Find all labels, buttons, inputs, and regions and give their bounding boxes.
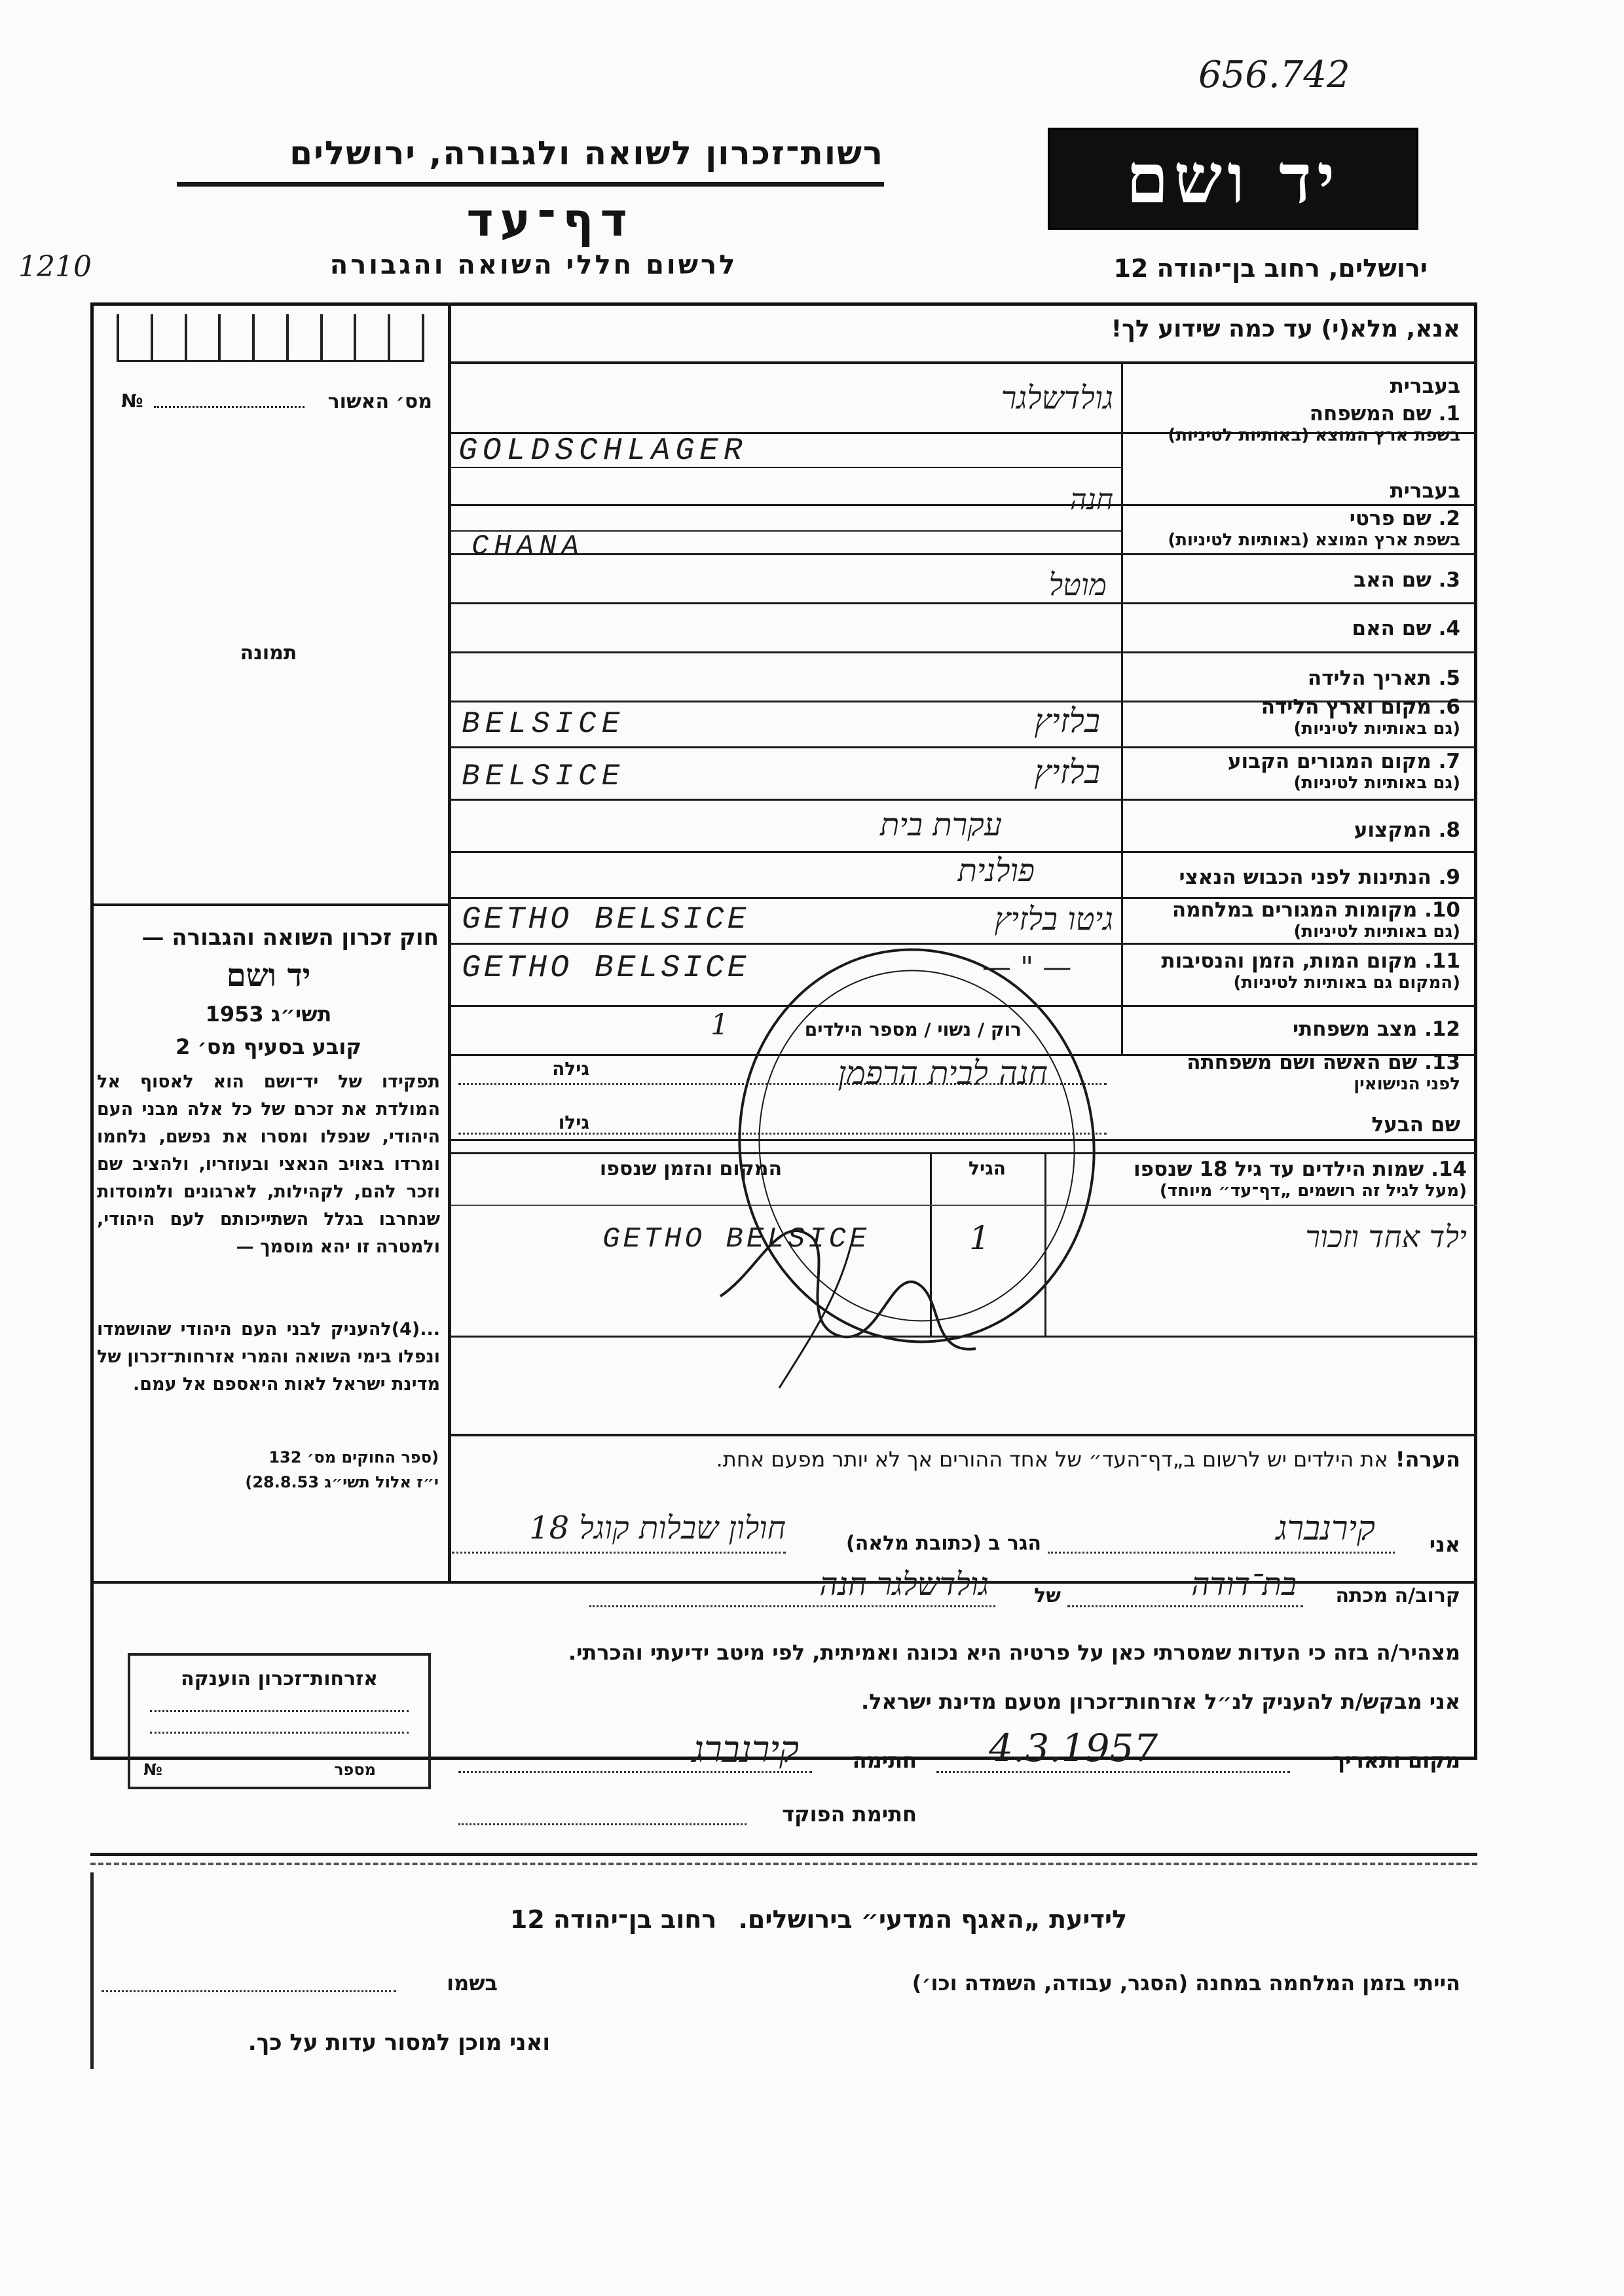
row-rule [451, 1434, 1477, 1436]
camp-line: הייתי בזמן המלחמה במחנה (הסגר, עבודה, השמדה וכו׳) [912, 1971, 1460, 1995]
approval-label: מס׳ האשור [327, 390, 432, 413]
field-10-number: 10. [1424, 898, 1460, 922]
tick [151, 314, 153, 360]
tear-line [90, 1863, 1477, 1865]
field-13-number: 13. [1424, 1051, 1460, 1074]
law-ref-1: (ספר החוקים מס׳ 132 [268, 1448, 439, 1467]
field-11-number: 11. [1424, 949, 1460, 973]
field-7-value-hebrew: בלזיץ [1034, 753, 1100, 791]
field-4-label [1126, 617, 1460, 640]
official-stamp [681, 930, 1139, 1401]
field-3-number: 3. [1438, 568, 1460, 592]
authority-name: רשות־זכרון לשואה ולגבורה, ירושלים [289, 134, 884, 172]
field-12-number: 12. [1424, 1017, 1460, 1041]
field-6-value-hebrew: בלזיץ [1034, 702, 1100, 740]
relation-of: של [1034, 1584, 1061, 1607]
archive-number: 656.742 [1198, 54, 1350, 96]
husband-age-label: גילו [558, 1112, 589, 1133]
field-5-label-text: תאריך הלידה [1307, 666, 1431, 690]
officer-signature-label: חתימת הפוקד [782, 1802, 917, 1827]
child-place: GETHO BELSICE [602, 1223, 870, 1256]
note-text: את הילדים יש לרשום ב„דף־העד״ של אחד ההורים אך לא יותר מפעם אחת. [716, 1447, 1388, 1472]
field-6-value-latin: BELSICE [462, 707, 625, 741]
form-subtitle: לרשום חללי השואה והגבורה [329, 250, 738, 280]
frame-bottom [90, 1853, 1477, 1856]
field-11-label [1126, 949, 1460, 993]
intro-rule [451, 361, 1477, 364]
field-7-number: 7. [1438, 750, 1460, 773]
tick [117, 314, 119, 360]
camp-name-line [101, 1990, 396, 1992]
signature-label: חתימה [852, 1748, 917, 1773]
field-3-value: מוטל [1048, 567, 1107, 602]
field-13-value: חנה לבית הרפמן [838, 1054, 1048, 1092]
field-13-sub-label: לפני הנישואין [1354, 1074, 1460, 1094]
approval-line [154, 406, 304, 408]
field-10-sub-label: (גם באותיות לטיניות) [1293, 922, 1460, 941]
declarant-ani: אני [1429, 1532, 1460, 1557]
tick [218, 314, 221, 360]
camp-name-label: בשמו [447, 1971, 498, 1995]
field-1-value-latin: GOLDSCHLAGER [458, 433, 748, 469]
form-title: דף־עד [466, 193, 634, 247]
field-2-number: 2. [1438, 507, 1460, 530]
header-rule [177, 182, 884, 187]
yad-vashem-logo [1048, 128, 1418, 230]
husband-label-text: שם הבעל [1371, 1113, 1460, 1137]
tick [252, 314, 255, 360]
field-1-value-hebrew: גולדשלגר [1001, 380, 1113, 416]
field-5-label [1126, 666, 1460, 690]
field-2-sub-label: בשפת ארץ המוצא (באותיות לטיניות) [1168, 530, 1460, 550]
field-10-label-text: מקומות המגורים במלחמה [1172, 898, 1418, 922]
field-9-label [1126, 866, 1460, 889]
law-year: תשי״ג 1953 [205, 1002, 332, 1027]
field-2-sub-right: בעברית [1390, 479, 1460, 503]
field-11-sub-label: (המקום גם באותיות לטיניות) [1233, 973, 1460, 993]
field-1-number: 1. [1438, 402, 1460, 426]
law-title: חוק זכרון השואה והגבורה — [141, 924, 439, 951]
citizenship-line [150, 1710, 409, 1712]
field-8-label [1126, 818, 1460, 842]
relation-line [1067, 1605, 1303, 1607]
children-col-age: הגיל [969, 1157, 1006, 1179]
tick [354, 314, 356, 360]
citizenship-box-no: № [143, 1760, 162, 1779]
field-4-number: 4. [1438, 617, 1460, 640]
field-13-age-label: גילה [552, 1058, 589, 1080]
law-section: קובע בסעיף מס׳ 2 [175, 1034, 361, 1059]
field-1-sub-label: בשפת ארץ המוצא (באותיות לטיניות) [1168, 426, 1460, 445]
row-rule [451, 602, 1477, 604]
field-13-label [1126, 1051, 1460, 1094]
row-rule [451, 651, 1477, 653]
field-10-value-latin: GETHO BELSICE [462, 902, 750, 938]
field-2-value-hebrew: חנה [1069, 483, 1113, 517]
approval-ticks [117, 314, 424, 362]
tick [388, 314, 390, 360]
field-12-label [1126, 1017, 1460, 1041]
children-label: שמות הילדים עד גיל 18 שנספו [1134, 1157, 1424, 1181]
testify-text: ואני מוכן למסור עדות על כך. [248, 2030, 550, 2056]
field-9-label-text: הנתינות לפני הכבוש הנאצי [1179, 866, 1431, 889]
field-3-label-text: שם האב [1354, 568, 1431, 592]
field-9-value: פולנית [957, 852, 1035, 889]
signature-scribble-icon [720, 1231, 976, 1349]
ink-stroke-icon [779, 1244, 851, 1388]
tick [320, 314, 323, 360]
field-7-label [1126, 750, 1460, 793]
stamp-ring [714, 930, 1119, 1365]
field-10-label [1126, 898, 1460, 941]
law-text: תפקידו של יד־ושם הוא לאסוף אל המולדת את זכרם של כל אלה מבני העם היהודי, שנפלו ומסרו את נפשם, נלחמו ומרדו באויב הנאצי ובעוזריו, ולהציב שם וזכר להם, לקהילות, לארגונים ולמוסדות שנחרבו בגלל השתייכותם לעם היהודי, ולמטרה זו יהא מוסמך — [97, 1072, 440, 1257]
field-12-label-text: מצב משפחתי [1292, 1017, 1418, 1041]
declarant-resides-label: הגר ב (כתובת מלאה) [845, 1532, 1041, 1555]
declarant-name-line [1048, 1552, 1395, 1554]
note-label: הערה! [1395, 1447, 1460, 1472]
field-9-number: 9. [1438, 866, 1460, 889]
footer-address: רחוב בן־יהודה 12 [509, 1905, 717, 1934]
citizenship-box [128, 1653, 431, 1789]
citizenship-box-title: אזרחות־זכרון הוענקה [180, 1667, 378, 1690]
field-2-label-text: שם פרטי [1349, 507, 1431, 530]
field-1-label [1126, 374, 1460, 445]
declaration-date: 4.3.1957 [989, 1726, 1158, 1770]
signature-line [458, 1771, 812, 1773]
field-12-children-count: 1 [710, 1008, 729, 1042]
declaration-text: מצהיר/ה בזה כי העדות שמסרתי כאן על פרטיה היא נכונה ואמיתית, לפי מיטב ידיעתי והכרתי. [568, 1640, 1460, 1665]
field-10-value-hebrew: גיטו בלזיץ [994, 901, 1113, 938]
field-8-label-text: המקצוע [1354, 818, 1431, 842]
tick-row [117, 314, 424, 360]
field-11-label-text: מקום המות, הזמן והנסיבות [1161, 949, 1418, 973]
field-7-value-latin: BELSICE [462, 759, 625, 793]
field-1-sub-right: בעברית [1390, 374, 1460, 398]
field-5-number: 5. [1438, 666, 1460, 690]
officer-line [458, 1823, 747, 1825]
of-value: גולדשלגר חנה [819, 1566, 989, 1603]
tick [185, 314, 187, 360]
field-11-value-hebrew: — " — [982, 951, 1072, 984]
note-row [458, 1447, 1460, 1472]
logo-text: יד ושם [1126, 138, 1340, 219]
date-line [936, 1771, 1290, 1773]
of-line [589, 1605, 995, 1607]
approval-no: № [121, 390, 143, 412]
citizenship-line [150, 1732, 409, 1734]
children-number: 14. [1431, 1157, 1467, 1181]
field-6-number: 6. [1438, 695, 1460, 719]
field-7-label-text: מקום המגורים הקבוע [1227, 750, 1431, 773]
law-ref-2: י״ז אלול תשי״ג 28.8.53) [245, 1473, 439, 1491]
place-date-label: מקום ותאריך [1333, 1748, 1460, 1773]
children-col-place: המקום והזמן שנספו [599, 1157, 783, 1180]
field-3-label [1126, 568, 1460, 592]
footer-header [393, 1905, 1244, 1934]
tick [286, 314, 289, 360]
field-6-sub-label: (גם באותיות לטיניות) [1293, 719, 1460, 738]
citizenship-box-number: מספר [334, 1760, 376, 1779]
request-text: אני מבקש/ת להעניק לנ״ל אזרחות־זכרון מטעם מדינת ישראל. [861, 1689, 1460, 1714]
declarant-name: קירנברג [1276, 1509, 1375, 1548]
row-rule [451, 746, 1477, 748]
field-1-label-text: שם המשפחה [1309, 402, 1431, 426]
photo-box-rule [94, 903, 448, 906]
law-name: יד ושם [226, 957, 311, 994]
law-text-2: ...(4)להעניק לבני העם היהודי שהושמדו ונפלו בימי השואה והמרי אזרחות־זכרון של מדינת ישראל לאות היאספם אל עמם. [97, 1319, 440, 1394]
row-rule [451, 799, 1477, 801]
tick [422, 314, 424, 360]
field-6-label [1126, 695, 1460, 738]
row-rule [451, 553, 1477, 555]
footer-title: לידיעת „האגף המדעי״ בירושלים. [738, 1905, 1128, 1934]
photo-label: תמונה [240, 642, 297, 665]
child-age: 1 [969, 1219, 990, 1257]
children-sub-label: (מעל לגיל זה רושמים „דף־עד״ מיוחד) [1159, 1181, 1467, 1201]
field-6-label-text: מקום וארץ הלידה [1261, 695, 1431, 719]
relation-label: קרוב/ה מכתה [1335, 1584, 1460, 1607]
header-address: ירושלים, רחוב בן־יהודה 12 [1113, 254, 1428, 283]
field-2-value-latin: CHANA [471, 530, 585, 563]
relation-value: בת־דודה [1191, 1566, 1297, 1603]
margin-note: 1210 [18, 250, 92, 283]
field-11-value-latin: GETHO BELSICE [462, 951, 750, 986]
field-8-value: עקרת בית [880, 807, 1002, 843]
husband-label [1126, 1113, 1460, 1137]
field-2-label [1126, 479, 1460, 550]
declarant-address: חולון שבלות קוגל 18 [529, 1510, 786, 1546]
child-name: ילד אחד וזכור [1305, 1219, 1467, 1254]
intro-text: אנא, מלא(י) עד כמה שידוע לך! [1111, 316, 1460, 342]
field-7-sub-label: (גם באותיות לטיניות) [1293, 773, 1460, 793]
declarant-address-line [452, 1552, 786, 1554]
field-13-label-text: שם האשה ושם משפחתה [1187, 1051, 1418, 1074]
field-8-number: 8. [1438, 818, 1460, 842]
field-12-options: רוק / נשוי / מספר הילדים [804, 1019, 1022, 1040]
signature: קירנברג [692, 1728, 799, 1771]
field-4-label-text: שם האם [1352, 617, 1431, 640]
